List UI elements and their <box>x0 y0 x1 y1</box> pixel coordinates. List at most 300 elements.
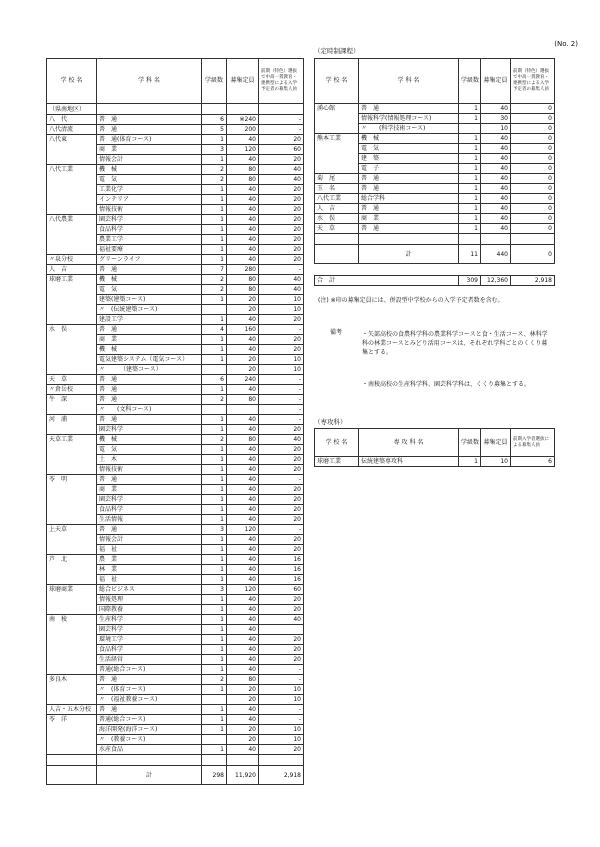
lt-early-quota: 16 <box>259 565 304 575</box>
sp-major: 伝統建築専攻科 <box>359 457 459 467</box>
table-row <box>47 595 304 605</box>
lt-school-name <box>47 445 97 455</box>
lt-dept-name: 電気建築システム（電気コース） <box>97 355 202 365</box>
special-course-label: （専攻科） <box>314 418 347 426</box>
lt-dept-name: 機 械 <box>97 345 202 355</box>
table-row <box>47 315 304 325</box>
table-row <box>47 365 304 375</box>
lt-quota: 80 <box>227 175 259 185</box>
lt-quota: 80 <box>227 395 259 405</box>
rt-early-quota: 0 <box>511 134 555 144</box>
lt-class-count: 1 <box>202 505 227 515</box>
lt-school-name: 八代農業 <box>47 215 97 225</box>
rt-class-count: 1 <box>459 174 481 184</box>
lt-dept-name: 普通(総合コース) <box>97 715 202 725</box>
table-row <box>47 465 304 475</box>
lt-early-quota: 20 <box>259 225 304 235</box>
lt-dept-name: 商 業 <box>97 485 202 495</box>
lt-dept-name: 普 通 <box>97 415 202 425</box>
sp-header-school: 学 校 名 <box>315 429 359 457</box>
lt-early-quota: 20 <box>259 465 304 475</box>
rt-early-quota: 0 <box>511 214 555 224</box>
grand-total-classes: 309 <box>459 276 481 286</box>
lt-early-quota: 20 <box>259 445 304 455</box>
table-row <box>47 735 304 745</box>
lt-school-name <box>47 535 97 545</box>
lt-class-count: 2 <box>202 395 227 405</box>
lt-dept-name: 林 業 <box>97 565 202 575</box>
rt-early-quota: 0 <box>511 194 555 204</box>
remarks-label: 備考 <box>330 329 343 336</box>
lt-dept-name: 普 通 <box>97 525 202 535</box>
lt-quota: 40 <box>227 495 259 505</box>
lt-dept-name: 土 木 <box>97 455 202 465</box>
lt-early-quota: - <box>259 415 304 425</box>
lt-school-name <box>47 285 97 295</box>
table-row <box>315 174 555 184</box>
lt-class-count: 4 <box>202 325 227 335</box>
header-dept: 学 科 名 <box>97 59 202 104</box>
lt-dept-name: 園芸科学 <box>97 495 202 505</box>
lt-quota: 40 <box>227 335 259 345</box>
lt-class-count: 6 <box>202 375 227 385</box>
lt-school-name: 〃倉岳校 <box>47 385 97 395</box>
lt-quota: 120 <box>227 525 259 535</box>
lt-school-name <box>47 695 97 705</box>
lt-early-quota: 20 <box>259 515 304 525</box>
rt-dept-name: 普 通 <box>359 184 459 194</box>
table-row <box>47 345 304 355</box>
lt-dept-name: 食品科学 <box>97 225 202 235</box>
rt-school-name <box>315 164 359 174</box>
rt-school-name: 熊本工業 <box>315 134 359 144</box>
lt-class-count <box>202 365 227 375</box>
lt-quota: 40 <box>227 625 259 635</box>
lt-class-count: 2 <box>202 675 227 685</box>
lt-early-quota: 20 <box>259 505 304 515</box>
sp-quota: 10 <box>481 457 511 467</box>
lt-school-name <box>47 155 97 165</box>
table-row <box>47 275 304 285</box>
rt-class-count: 1 <box>459 184 481 194</box>
region-label: （県南地区） <box>47 104 97 115</box>
lt-quota: 40 <box>227 345 259 355</box>
table-row <box>315 224 555 234</box>
lt-class-count <box>202 405 227 415</box>
rt-early-quota: 0 <box>511 184 555 194</box>
lt-school-name <box>47 685 97 695</box>
lt-early-quota: 40 <box>259 435 304 445</box>
lt-school-name <box>47 365 97 375</box>
table-row <box>47 235 304 245</box>
rt-header-school: 学 校 名 <box>315 59 359 104</box>
lt-quota: 80 <box>227 275 259 285</box>
lt-school-name: 苓 洋 <box>47 715 97 725</box>
lt-dept-name: 普通(総合コース) <box>97 665 202 675</box>
lt-dept-name: 普 通 <box>97 675 202 685</box>
lt-dept-name: 農 業 <box>97 555 202 565</box>
lt-class-count: 1 <box>202 415 227 425</box>
lt-dept-name: 商 業 <box>97 335 202 345</box>
table-row <box>47 255 304 265</box>
rt-dept-name: 商 業 <box>359 214 459 224</box>
table-row <box>47 695 304 705</box>
lt-dept-name: 国際教養 <box>97 605 202 615</box>
lt-early-quota <box>259 625 304 635</box>
lt-early-quota: - <box>259 405 304 415</box>
lt-quota: 200 <box>227 125 259 135</box>
lt-quota: 40 <box>227 555 259 565</box>
lt-early-quota: 20 <box>259 155 304 165</box>
rt-total-classes: 11 <box>459 245 481 264</box>
table-row <box>47 575 304 585</box>
lt-quota: 40 <box>227 545 259 555</box>
lt-dept-name: 電 気 <box>97 445 202 455</box>
lt-school-name <box>47 175 97 185</box>
lt-total-classes: 298 <box>202 766 227 785</box>
lt-dept-name: 情報会計 <box>97 535 202 545</box>
lt-quota: 40 <box>227 705 259 715</box>
lt-quota: 120 <box>227 585 259 595</box>
lt-class-count: 1 <box>202 215 227 225</box>
lt-dept-name: 情報処理 <box>97 595 202 605</box>
rt-header-quota: 募集定員 <box>481 59 511 104</box>
table-row <box>47 495 304 505</box>
lt-dept-name: 〃 (文科コース) <box>97 405 202 415</box>
lt-school-name <box>47 605 97 615</box>
lt-quota: 20 <box>227 735 259 745</box>
lt-early-quota: 20 <box>259 605 304 615</box>
lt-class-count: 1 <box>202 225 227 235</box>
lt-school-name <box>47 195 97 205</box>
table-row <box>47 615 304 625</box>
lt-dept-name: グリーンライフ <box>97 255 202 265</box>
lt-class-count: 1 <box>202 535 227 545</box>
table-row <box>315 184 555 194</box>
lt-dept-name: 〃 (福祉教養コース) <box>97 695 202 705</box>
lt-early-quota: - <box>259 125 304 135</box>
lt-school-name: 水 俣 <box>47 325 97 335</box>
lt-quota: 80 <box>227 165 259 175</box>
rt-dept-name: 普 通 <box>359 174 459 184</box>
lt-early-quota: 10 <box>259 735 304 745</box>
lt-total-label: 計 <box>97 766 202 785</box>
rt-quota: 40 <box>481 174 511 184</box>
lt-class-count: 1 <box>202 595 227 605</box>
table-row <box>47 195 304 205</box>
lt-dept-name: 福 祉 <box>97 545 202 555</box>
table-row <box>47 745 304 755</box>
lt-class-count: 1 <box>202 465 227 475</box>
lt-quota: 40 <box>227 155 259 165</box>
rt-quota: 40 <box>481 224 511 234</box>
table-row <box>47 425 304 435</box>
sp-school: 球磨工業 <box>315 457 359 467</box>
rt-school-name <box>315 124 359 134</box>
page-number: (No. 2) <box>554 40 578 48</box>
header-school: 学 校 名 <box>47 59 97 104</box>
lt-class-count: 3 <box>202 145 227 155</box>
lt-quota: 40 <box>227 135 259 145</box>
lt-school-name <box>47 635 97 645</box>
lt-dept-name: 福祉要療 <box>97 245 202 255</box>
lt-early-quota: 20 <box>259 535 304 545</box>
lt-class-count: 1 <box>202 425 227 435</box>
rt-dept-name: 普 通 <box>359 104 459 114</box>
lt-class-count: 2 <box>202 165 227 175</box>
lt-early-quota: 10 <box>259 725 304 735</box>
table-row <box>47 665 304 675</box>
lt-early-quota: 40 <box>259 285 304 295</box>
rt-school-name: 湧心館 <box>315 104 359 114</box>
rt-header-dept: 学 科 名 <box>359 59 459 104</box>
lt-dept-name: 情報技術 <box>97 465 202 475</box>
lt-class-count: 1 <box>202 245 227 255</box>
lt-early-quota: 20 <box>259 345 304 355</box>
lt-quota: 240 <box>227 375 259 385</box>
rt-quota: 40 <box>481 204 511 214</box>
lt-early-quota: 20 <box>259 255 304 265</box>
lt-class-count: 1 <box>202 575 227 585</box>
lt-school-name <box>47 735 97 745</box>
table-row <box>47 455 304 465</box>
full-time-table <box>46 58 304 785</box>
table-row <box>47 635 304 645</box>
lt-quota: 160 <box>227 325 259 335</box>
lt-class-count: 1 <box>202 565 227 575</box>
sp-header-classes: 学級数 <box>459 429 481 457</box>
lt-quota: 40 <box>227 385 259 395</box>
rt-class-count: 1 <box>459 204 481 214</box>
table-row <box>47 705 304 715</box>
rt-quota: 30 <box>481 114 511 124</box>
lt-school-name: 球磨工業 <box>47 275 97 285</box>
lt-class-count: 1 <box>202 485 227 495</box>
lt-quota: ※240 <box>227 115 259 125</box>
lt-dept-name: 電 気 <box>97 175 202 185</box>
remark-2: ・南稜高校の生産科学科、園芸科学科は、くくり募集とする。 <box>362 381 531 388</box>
lt-early-quota: - <box>259 715 304 725</box>
rt-class-count: 1 <box>459 154 481 164</box>
lt-early-quota: 10 <box>259 365 304 375</box>
lt-early-quota: 20 <box>259 635 304 645</box>
rt-dept-name: 情報科学(情報処理コース) <box>359 114 459 124</box>
lt-quota: 40 <box>227 205 259 215</box>
lt-dept-name: 普 通 <box>97 325 202 335</box>
lt-school-name <box>47 225 97 235</box>
lt-dept-name: 電 気 <box>97 285 202 295</box>
table-row <box>47 505 304 515</box>
lt-school-name: 八代清流 <box>47 125 97 135</box>
lt-early-quota: 10 <box>259 305 304 315</box>
lt-school-name: 河 浦 <box>47 415 97 425</box>
table-row <box>47 265 304 275</box>
table-row <box>315 144 555 154</box>
table-row <box>47 655 304 665</box>
lt-dept-name: 機 械 <box>97 275 202 285</box>
lt-quota: 80 <box>227 285 259 295</box>
table-row <box>47 245 304 255</box>
table-row <box>47 395 304 405</box>
sp-header-major: 専 攻 科 名 <box>359 429 459 457</box>
special-course-table <box>314 428 555 467</box>
lt-school-name: 八 代 <box>47 115 97 125</box>
rt-class-count: 1 <box>459 114 481 124</box>
table-row <box>47 435 304 445</box>
lt-class-count <box>202 305 227 315</box>
lt-early-quota: - <box>259 325 304 335</box>
rt-quota: 40 <box>481 184 511 194</box>
lt-class-count: 1 <box>202 725 227 735</box>
lt-quota: 40 <box>227 255 259 265</box>
lt-early-quota: - <box>259 265 304 275</box>
lt-class-count: 3 <box>202 585 227 595</box>
lt-school-name: 人 吉 <box>47 265 97 275</box>
rt-total-label: 計 <box>359 245 459 264</box>
lt-dept-name: インテリア <box>97 195 202 205</box>
rt-class-count: 1 <box>459 194 481 204</box>
lt-school-name: 多良木 <box>47 675 97 685</box>
lt-early-quota: - <box>259 385 304 395</box>
table-row <box>47 715 304 725</box>
lt-quota: 20 <box>227 685 259 695</box>
lt-quota: 40 <box>227 245 259 255</box>
lt-class-count: 1 <box>202 615 227 625</box>
lt-quota: 40 <box>227 515 259 525</box>
lt-early-quota: 20 <box>259 195 304 205</box>
lt-school-name: 苓 明 <box>47 475 97 485</box>
lt-class-count: 1 <box>202 455 227 465</box>
rt-school-name: 玉 名 <box>315 184 359 194</box>
lt-class-count: 3 <box>202 525 227 535</box>
lt-school-name <box>47 305 97 315</box>
lt-school-name: 牛 深 <box>47 395 97 405</box>
lt-early-quota: 10 <box>259 695 304 705</box>
lt-quota: 40 <box>227 565 259 575</box>
lt-class-count: 5 <box>202 125 227 135</box>
table-row <box>47 475 304 485</box>
total-row <box>315 245 555 264</box>
rt-early-quota: 0 <box>511 204 555 214</box>
lt-dept-name: 普 通 <box>97 705 202 715</box>
lt-class-count: 1 <box>202 625 227 635</box>
lt-school-name <box>47 565 97 575</box>
lt-early-quota: 20 <box>259 485 304 495</box>
lt-early-quota: 20 <box>259 185 304 195</box>
rt-early-quota: 0 <box>511 124 555 134</box>
lt-early-quota: 40 <box>259 275 304 285</box>
lt-dept-name: 生活情報 <box>97 515 202 525</box>
rt-school-name: 天 草 <box>315 224 359 234</box>
lt-school-name <box>47 725 97 735</box>
table-row <box>47 405 304 415</box>
lt-class-count: 1 <box>202 185 227 195</box>
table-row <box>47 305 304 315</box>
table-row <box>47 225 304 235</box>
lt-quota: 40 <box>227 595 259 605</box>
lt-school-name <box>47 335 97 345</box>
lt-quota: 40 <box>227 665 259 675</box>
lt-dept-name: 農業工学 <box>97 235 202 245</box>
part-time-label: （定時制課程） <box>314 47 360 55</box>
lt-quota: 40 <box>227 485 259 495</box>
lt-early-quota: 20 <box>259 495 304 505</box>
rt-dept-name: 総合学科 <box>359 194 459 204</box>
lt-class-count: 1 <box>202 355 227 365</box>
grand-total-quota: 12,360 <box>481 276 511 286</box>
table-row <box>47 325 304 335</box>
lt-class-count: 1 <box>202 345 227 355</box>
table-row <box>47 285 304 295</box>
lt-early-quota: 60 <box>259 585 304 595</box>
lt-dept-name: 普 通 <box>97 375 202 385</box>
table-row <box>47 445 304 455</box>
table-row <box>47 335 304 345</box>
lt-dept-name: 園芸科学 <box>97 215 202 225</box>
rt-school-name <box>315 154 359 164</box>
lt-school-name <box>47 545 97 555</box>
lt-dept-name: 普 通 <box>97 385 202 395</box>
lt-early-quota: 20 <box>259 455 304 465</box>
lt-early-quota: 20 <box>259 745 304 755</box>
rt-early-quota: 0 <box>511 164 555 174</box>
lt-dept-name: 建設工学 <box>97 315 202 325</box>
lt-school-name <box>47 495 97 505</box>
lt-dept-name: 生活経営 <box>97 655 202 665</box>
lt-class-count: 1 <box>202 475 227 485</box>
lt-total-quota: 11,920 <box>227 766 259 785</box>
rt-early-quota: 0 <box>511 104 555 114</box>
lt-quota: 80 <box>227 675 259 685</box>
lt-early-quota: - <box>259 475 304 485</box>
lt-school-name <box>47 425 97 435</box>
lt-class-count: 1 <box>202 205 227 215</box>
rt-school-name <box>315 114 359 124</box>
lt-early-quota: - <box>259 705 304 715</box>
rt-early-quota: 0 <box>511 174 555 184</box>
lt-school-name <box>47 245 97 255</box>
lt-quota: 40 <box>227 185 259 195</box>
lt-class-count: 1 <box>202 745 227 755</box>
table-row <box>47 135 304 145</box>
lt-dept-name: 〃 (教養コース) <box>97 735 202 745</box>
grand-total-extra: 2,918 <box>511 276 555 286</box>
lt-early-quota: 20 <box>259 545 304 555</box>
lt-dept-name: 生産科学 <box>97 615 202 625</box>
rt-class-count: 1 <box>459 214 481 224</box>
table-row <box>315 104 555 114</box>
lt-school-name <box>47 355 97 365</box>
lt-dept-name: 総合ビジネス <box>97 585 202 595</box>
lt-dept-name: 建築(建築コース) <box>97 295 202 305</box>
table-row <box>47 115 304 125</box>
lt-class-count: 2 <box>202 175 227 185</box>
lt-early-quota: 20 <box>259 425 304 435</box>
table-row <box>315 154 555 164</box>
rt-quota: 40 <box>481 104 511 114</box>
lt-class-count: 1 <box>202 335 227 345</box>
lt-dept-name: 情報会計 <box>97 155 202 165</box>
table-row <box>47 725 304 735</box>
lt-class-count: 2 <box>202 275 227 285</box>
lt-dept-name: 機 械 <box>97 435 202 445</box>
table-row <box>47 185 304 195</box>
lt-quota: 40 <box>227 455 259 465</box>
lt-early-quota: 16 <box>259 575 304 585</box>
lt-early-quota: 20 <box>259 215 304 225</box>
lt-early-quota: 20 <box>259 315 304 325</box>
lt-class-count: 1 <box>202 135 227 145</box>
